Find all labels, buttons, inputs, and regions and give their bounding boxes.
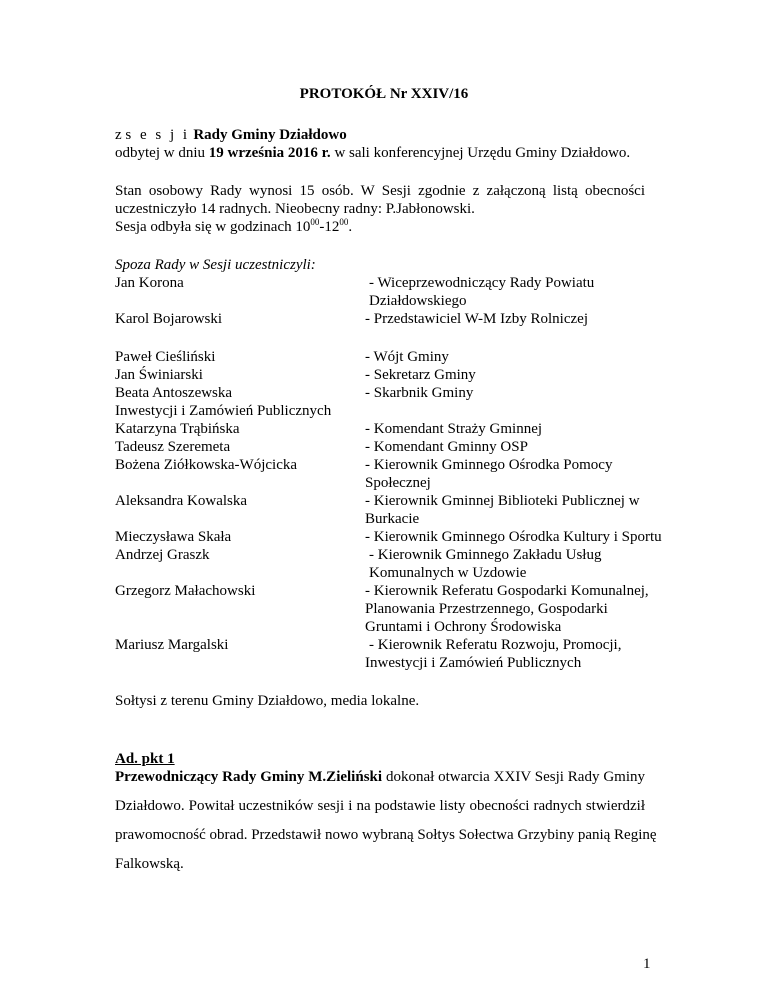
participant-role: - Kierownik Gminnego Zakładu Usług: [369, 547, 602, 563]
participant-role: - Wiceprzewodniczący Rady Powiatu: [369, 275, 595, 291]
header-rada: Rady Gminy Działdowo: [193, 127, 347, 143]
participant-role: - Przedstawiciel W-M Izby Rolniczej: [365, 311, 588, 327]
ad-line-3: prawomocność obrad. Przedstawił nowo wybraną Sołtys Sołectwa Grzybiny panią Reginę: [115, 827, 657, 843]
spoza-heading: Spoza Rady w Sesji uczestniczyli:: [115, 257, 316, 273]
participant-name: Bożena Ziółkowska-Wójcicka: [115, 457, 298, 473]
session-header-line: [115, 126, 347, 144]
participant-name: Tadeusz Szeremeta: [115, 439, 231, 455]
participant-name: Jan Korona: [115, 275, 184, 291]
participant-role: - Skarbnik Gminy: [365, 385, 474, 401]
participant-role: Komunalnych w Uzdowie: [369, 565, 527, 581]
ad-line-1-rest: dokonał otwarcia XXIV Sesji Rady Gminy: [385, 769, 646, 785]
hours-dash: -12: [319, 219, 340, 235]
hours-sup-start: 00: [310, 217, 320, 227]
header-z: z: [115, 127, 122, 143]
participant-role: Społecznej: [365, 475, 431, 491]
chairman-name: Przewodniczący Rady Gminy M.Zieliński: [115, 769, 383, 785]
session-date-line: [115, 144, 630, 162]
participant-name: Mariusz Margalski: [115, 637, 229, 653]
participant-stray-line: Inwestycji i Zamówień Publicznych: [115, 403, 332, 419]
date-suffix: w sali konferencyjnej Urzędu Gminy Działdowo.: [330, 145, 631, 161]
hours-text: Sesja odbyła się w godzinach 10: [115, 219, 311, 235]
participant-role: Planowania Przestrzennego, Gospodarki: [365, 601, 608, 617]
participant-role: - Kierownik Referatu Rozwoju, Promocji,: [369, 637, 622, 653]
participant-name: Andrzej Graszk: [115, 547, 210, 563]
participant-role: - Komendant Straży Gminnej: [365, 421, 543, 437]
participant-role: Działdowskiego: [369, 293, 467, 309]
hours-sup-end: 00: [339, 217, 349, 227]
participant-name: Beata Antoszewska: [115, 385, 233, 401]
participant-role: - Kierownik Gminnego Ośrodka Pomocy: [365, 457, 613, 473]
ad-line-2: Działdowo. Powitał uczestników sesji i na podstawie listy obecności radnych stwierdził: [115, 798, 645, 814]
participant-role: - Sekretarz Gminy: [365, 367, 476, 383]
participant-role: Burkacie: [365, 511, 420, 527]
stan-line-3: [115, 218, 352, 236]
date-prefix: odbytej w dniu: [115, 145, 209, 161]
participant-role: - Kierownik Referatu Gospodarki Komunalnej,: [365, 583, 649, 599]
participant-role: - Kierownik Gminnego Ośrodka Kultury i Sportu: [365, 529, 662, 545]
document-title: PROTOKÓŁ Nr XXIV/16: [299, 86, 469, 102]
participant-name: Paweł Cieśliński: [115, 349, 216, 365]
participant-role: Gruntami i Ochrony Środowiska: [365, 619, 562, 635]
session-date: 19 września 2016 r.: [208, 145, 331, 161]
participant-role: - Komendant Gminny OSP: [365, 439, 528, 455]
header-sesji: s e s j i: [125, 127, 190, 143]
participant-role: - Wójt Gminy: [365, 349, 449, 365]
participant-name: Jan Świniarski: [115, 367, 203, 383]
participant-role: Inwestycji i Zamówień Publicznych: [365, 655, 582, 671]
participant-name: Karol Bojarowski: [115, 311, 223, 327]
ad-pkt-heading: Ad. pkt 1: [115, 751, 175, 767]
ad-line-4: Falkowską.: [115, 856, 184, 872]
soltysi-line: Sołtysi z terenu Gminy Działdowo, media lokalne.: [115, 693, 420, 709]
page-number: 1: [643, 956, 651, 972]
hours-period: .: [348, 219, 353, 235]
stan-line-2: uczestniczyło 14 radnych. Nieobecny radny: P.Jabłonowski.: [115, 201, 475, 217]
participant-role: - Kierownik Gminnej Biblioteki Publicznej w: [365, 493, 640, 509]
participant-name: Mieczysława Skała: [115, 529, 232, 545]
ad-line-1: [115, 768, 645, 786]
participant-name: Katarzyna Trąbińska: [115, 421, 240, 437]
participant-name: Grzegorz Małachowski: [115, 583, 256, 599]
participant-name: Aleksandra Kowalska: [115, 493, 248, 509]
stan-line-1: Stan osobowy Rady wynosi 15 osób. W Sesji zgodnie z załączoną listą obecności: [115, 183, 645, 199]
